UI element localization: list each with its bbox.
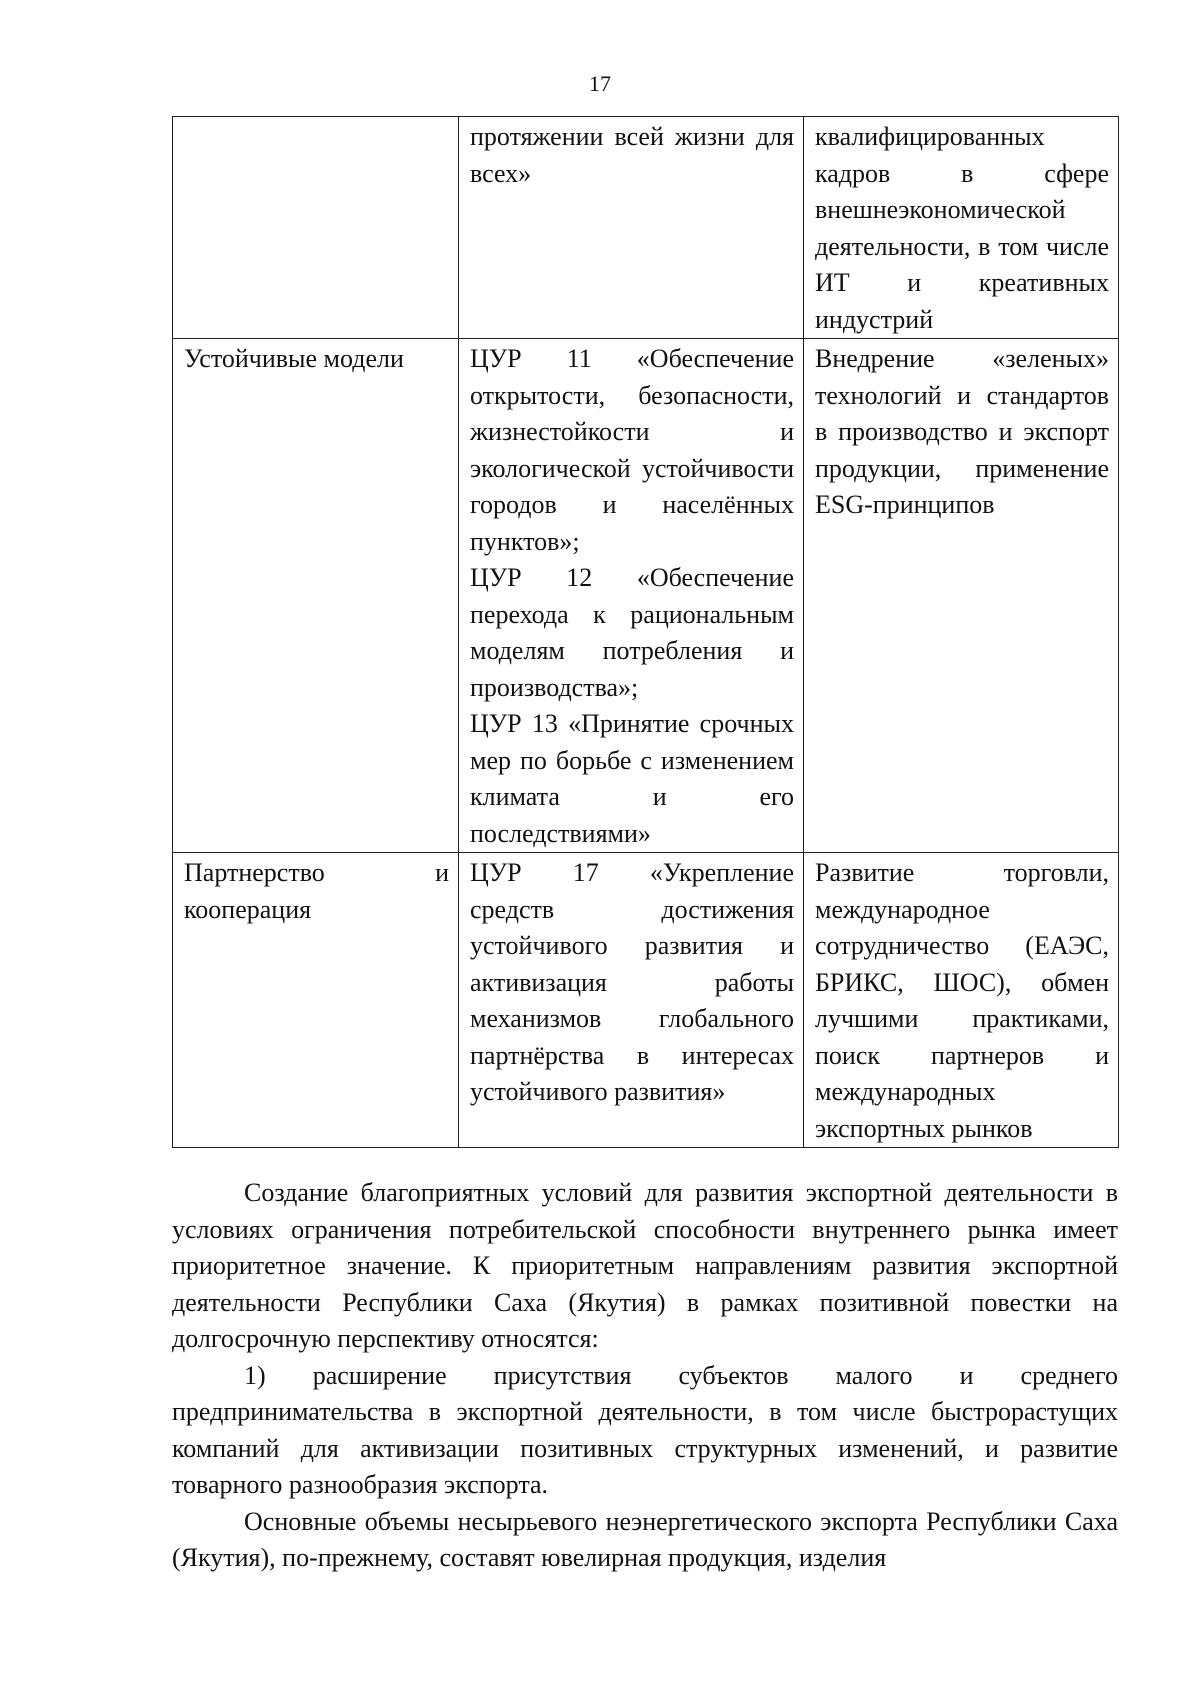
cell-text: Устойчивые модели bbox=[184, 344, 404, 373]
cell-text: Развитие торговли, международное сотрудничество (ЕАЭС, БРИКС, ШОС), обмен лучшими практиками, поиск партнеров и международных экспортных рынков bbox=[815, 858, 1109, 1143]
cell-text: ЦУР 17 «Укрепление средств достижения устойчивого развития и активизация работы механизмов глобального партнёрства в интересах устойчивого развития» bbox=[470, 858, 794, 1106]
cell-text: протяжении всей жизни для всех» bbox=[470, 122, 794, 188]
table-cell-goals bbox=[459, 339, 804, 853]
table-cell-direction bbox=[173, 117, 459, 339]
cell-text: квалифицированных кадров в сфере внешнеэкономической деятельности, в том числе ИТ и креативных индустрий bbox=[815, 122, 1109, 334]
paragraph: Создание благоприятных условий для развития экспортной деятельности в условиях ограничения потребительской способности внутреннего рынка имеет приоритетное значение. К приоритетным направлениям развития экспортной деятельности Республики Саха (Якутия) в рамках позитивной повестки на долгосрочную перспективу относятся: bbox=[172, 1178, 1118, 1353]
cell-text: ЦУР 13 «Принятие срочных мер по борьбе с изменением климата и его последствиями» bbox=[470, 709, 794, 848]
table-row bbox=[173, 117, 1119, 339]
cell-text: Внедрение «зеленых» технологий и стандартов в производство и экспорт продукции, применение ESG-принципов bbox=[815, 344, 1109, 519]
table-cell-measures bbox=[804, 339, 1119, 853]
table-row bbox=[173, 339, 1119, 853]
page-number: 17 bbox=[589, 71, 611, 96]
cell-text: ЦУР 12 «Обеспечение перехода к рациональным моделям потребления и производства»; bbox=[470, 563, 794, 702]
table-cell-goals bbox=[459, 117, 804, 339]
body-text bbox=[172, 1175, 1118, 1577]
goals-table bbox=[172, 116, 1119, 1148]
table-row bbox=[173, 853, 1119, 1148]
cell-text: ЦУР 11 «Обеспечение открытости, безопасности, жизнестойкости и экологической устойчивости городов и населённых пунктов»; bbox=[470, 344, 794, 556]
table-cell-direction bbox=[173, 339, 459, 853]
cell-text: Партнерство и кооперация bbox=[184, 858, 449, 924]
table-cell-goals bbox=[459, 853, 804, 1148]
table-cell-measures bbox=[804, 853, 1119, 1148]
table-cell-direction bbox=[173, 853, 459, 1148]
paragraph: Основные объемы несырьевого неэнергетического экспорта Республики Саха (Якутия), по-прежнему, составят ювелирная продукция, изделия bbox=[172, 1506, 1118, 1572]
table-cell-measures bbox=[804, 117, 1119, 339]
paragraph: 1) расширение присутствия субъектов малого и среднего предпринимательства в экспортной деятельности, в том числе быстрорастущих компаний для активизации позитивных структурных изменений, и развитие товарного разнообразия экспорта. bbox=[172, 1360, 1118, 1499]
